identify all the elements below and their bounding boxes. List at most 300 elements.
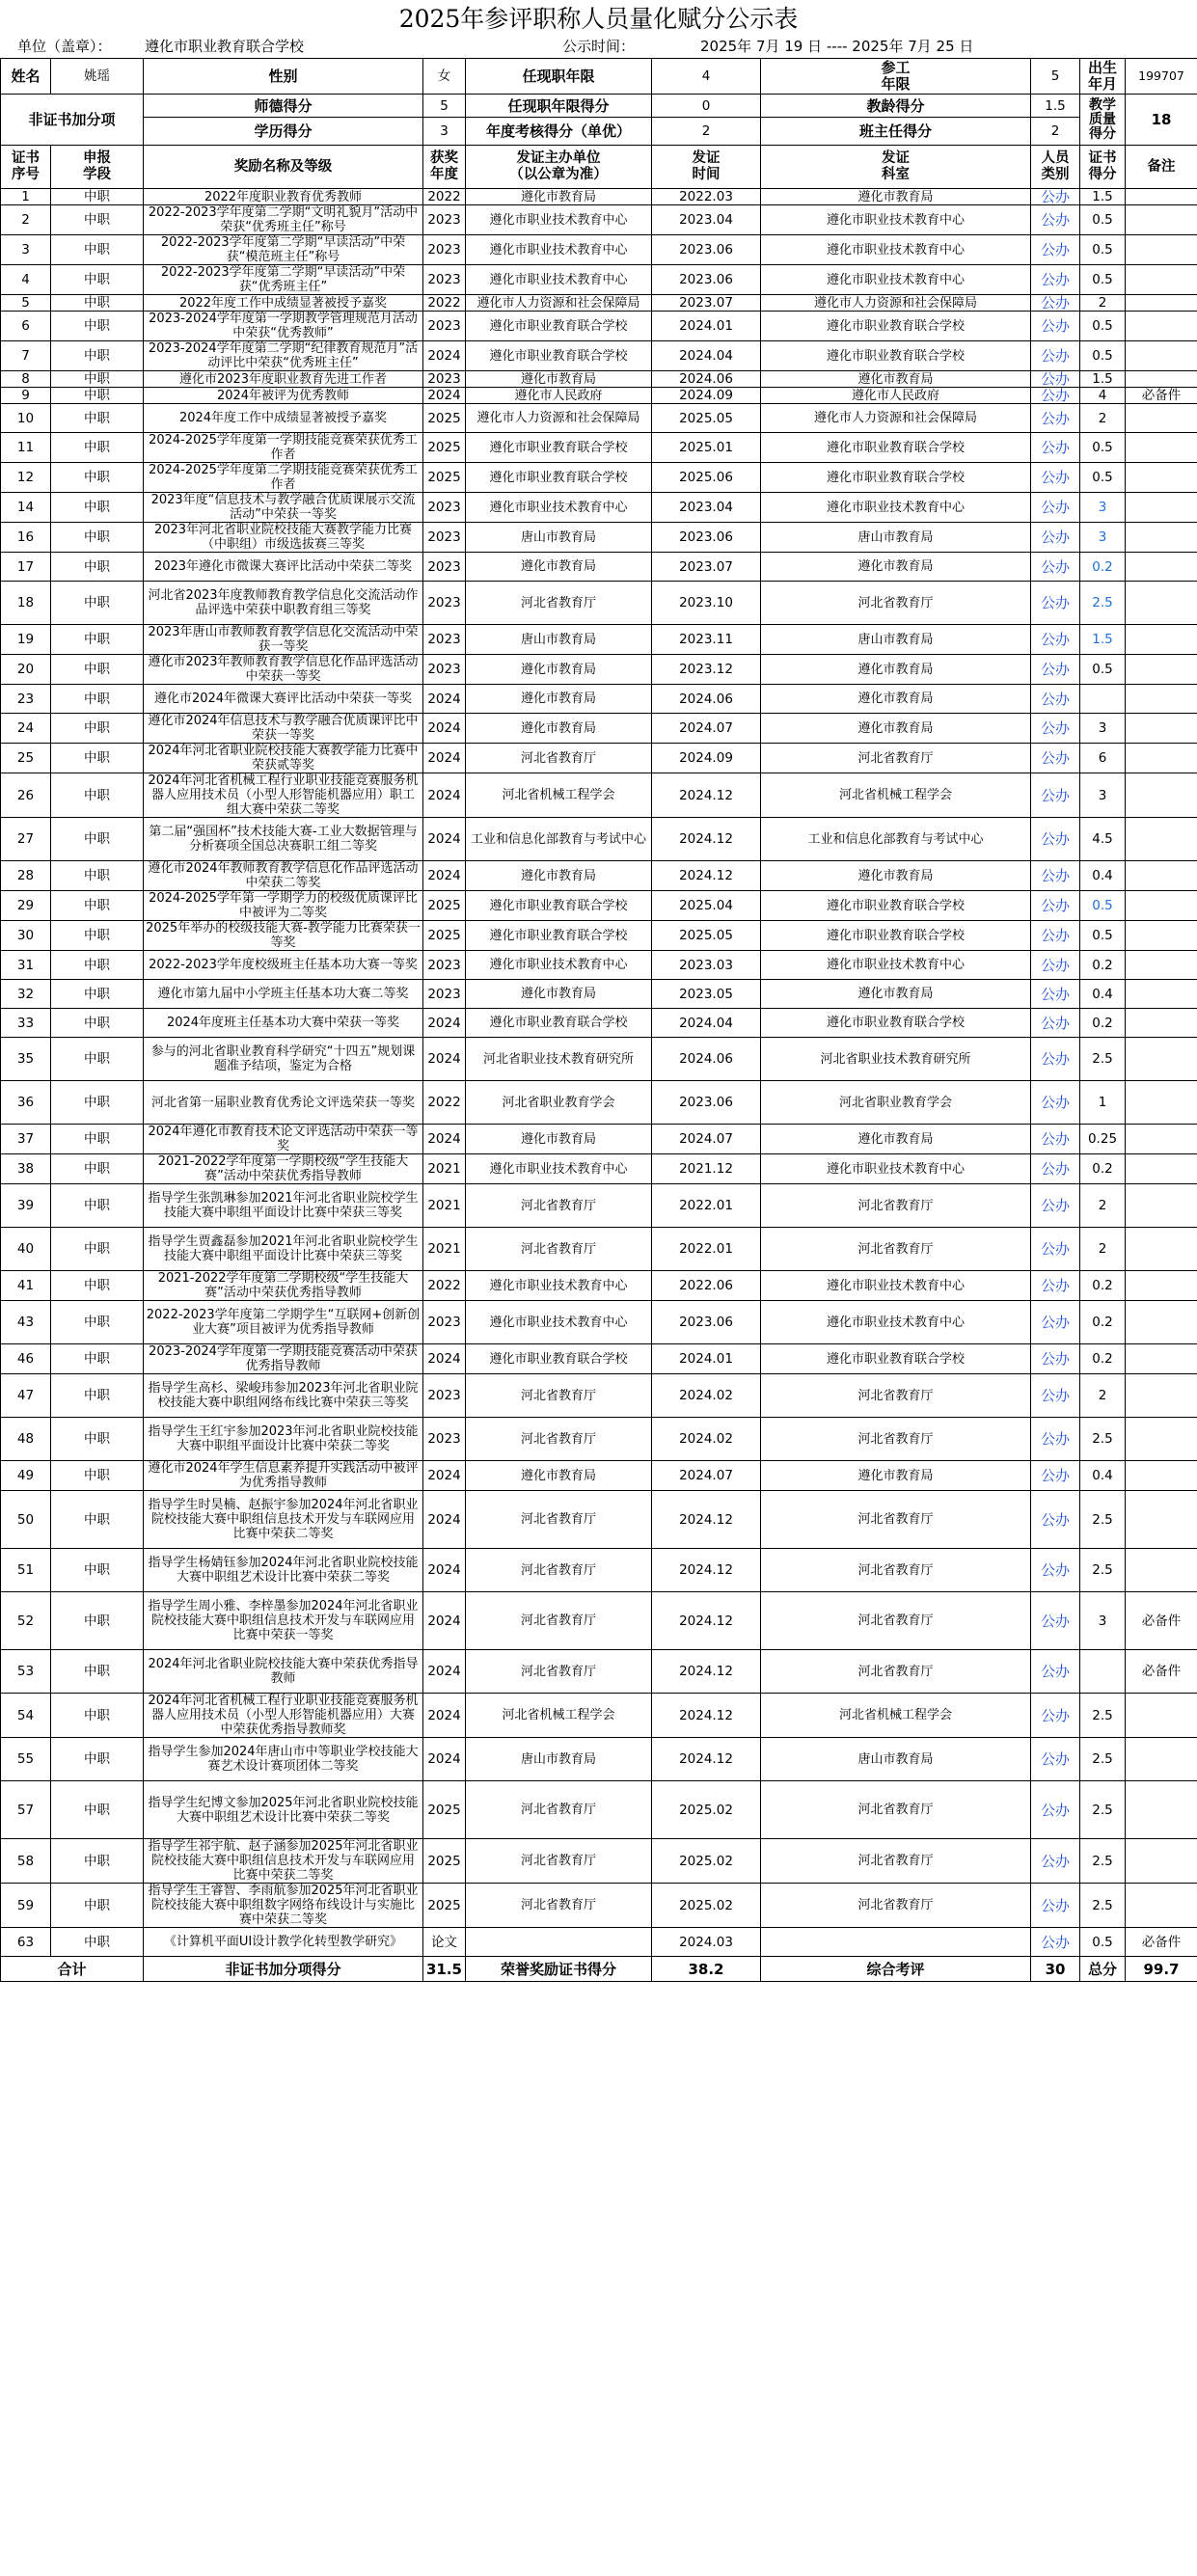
tenure-score-label: 任现职年限得分 bbox=[466, 95, 652, 118]
grand-total: 99.7 bbox=[1126, 1957, 1197, 1982]
office-cell: 遵化市职业教育联合学校 bbox=[761, 1009, 1031, 1038]
year-cell: 2023 bbox=[423, 1418, 466, 1461]
stage-cell: 中职 bbox=[51, 625, 144, 655]
year-cell: 2023 bbox=[423, 371, 466, 388]
note-cell bbox=[1126, 1125, 1197, 1154]
note-cell bbox=[1126, 685, 1197, 714]
award-name: 2024年河北省职业院校技能大赛中荣获优秀指导教师 bbox=[144, 1650, 423, 1694]
seq-cell: 36 bbox=[1, 1081, 51, 1125]
type-badge: 公办 bbox=[1031, 861, 1080, 891]
birth-label: 出生 年月 bbox=[1080, 59, 1126, 95]
award-name: 指导学生纪博文参加2025年河北省职业院校技能大赛中职组艺术设计比赛中荣获二等奖 bbox=[144, 1781, 423, 1839]
office-cell: 河北省教育厅 bbox=[761, 1839, 1031, 1884]
seq-cell: 53 bbox=[1, 1650, 51, 1694]
date-cell: 2023.03 bbox=[652, 951, 761, 980]
score-cell: 0.5 bbox=[1080, 265, 1126, 295]
table-row bbox=[1, 371, 1197, 388]
award-name: 2022-2023学年度第二学期“文明礼貌月”活动中荣获“优秀班主任”称号 bbox=[144, 205, 423, 235]
year-cell: 2025 bbox=[423, 433, 466, 463]
seq-cell: 3 bbox=[1, 235, 51, 265]
seq-cell: 51 bbox=[1, 1549, 51, 1592]
issuer-cell: 河北省机械工程学会 bbox=[466, 773, 652, 818]
office-cell: 河北省教育厅 bbox=[761, 1549, 1031, 1592]
header-stage: 申报 学段 bbox=[51, 146, 144, 189]
date-cell: 2023.06 bbox=[652, 265, 761, 295]
seq-cell: 54 bbox=[1, 1694, 51, 1738]
date-cell: 2023.06 bbox=[652, 235, 761, 265]
seq-cell: 18 bbox=[1, 582, 51, 625]
award-name: 2022年度工作中成绩显著被授予嘉奖 bbox=[144, 295, 423, 312]
honor-total-label: 荣誉奖励证书得分 bbox=[466, 1957, 652, 1982]
issuer-cell: 河北省教育厅 bbox=[466, 1418, 652, 1461]
name-label: 姓名 bbox=[1, 59, 51, 95]
edu-label: 学历得分 bbox=[144, 118, 423, 146]
note-cell bbox=[1126, 1184, 1197, 1228]
table-row bbox=[1, 1374, 1197, 1418]
stage-cell: 中职 bbox=[51, 265, 144, 295]
table-row bbox=[1, 1301, 1197, 1344]
seq-cell: 2 bbox=[1, 205, 51, 235]
year-cell: 2024 bbox=[423, 1125, 466, 1154]
header-issuer: 发证主办单位 （以公章为准） bbox=[466, 146, 652, 189]
issuer-cell: 遵化市教育局 bbox=[466, 1461, 652, 1491]
year-cell: 2024 bbox=[423, 744, 466, 773]
note-cell bbox=[1126, 891, 1197, 921]
award-name: 第二届“强国杯”技术技能大赛-工业大数据管理与分析赛项全国总决赛职工组二等奖 bbox=[144, 818, 423, 861]
seq-cell: 26 bbox=[1, 773, 51, 818]
date-cell: 2024.02 bbox=[652, 1418, 761, 1461]
date-cell: 2024.06 bbox=[652, 371, 761, 388]
year-cell: 2023 bbox=[423, 235, 466, 265]
type-badge: 公办 bbox=[1031, 1549, 1080, 1592]
stage-cell: 中职 bbox=[51, 341, 144, 371]
date-cell: 2024.09 bbox=[652, 388, 761, 404]
score-cell: 0.2 bbox=[1080, 1344, 1126, 1374]
issuer-cell: 唐山市教育局 bbox=[466, 625, 652, 655]
type-badge: 公办 bbox=[1031, 1344, 1080, 1374]
seq-cell: 35 bbox=[1, 1038, 51, 1081]
type-badge: 公办 bbox=[1031, 951, 1080, 980]
seq-cell: 37 bbox=[1, 1125, 51, 1154]
award-name: 遵化市2024年教师教育教学信息化作品评选活动中荣获二等奖 bbox=[144, 861, 423, 891]
stage-cell: 中职 bbox=[51, 655, 144, 685]
type-badge: 公办 bbox=[1031, 205, 1080, 235]
office-cell: 河北省机械工程学会 bbox=[761, 773, 1031, 818]
issuer-cell: 遵化市职业技术教育中心 bbox=[466, 205, 652, 235]
office-cell: 遵化市教育局 bbox=[761, 1461, 1031, 1491]
edu-value: 3 bbox=[423, 118, 466, 146]
seq-cell: 58 bbox=[1, 1839, 51, 1884]
office-cell: 遵化市职业技术教育中心 bbox=[761, 235, 1031, 265]
type-badge: 公办 bbox=[1031, 1009, 1080, 1038]
table-row bbox=[1, 388, 1197, 404]
table-row bbox=[1, 1081, 1197, 1125]
table-row bbox=[1, 1549, 1197, 1592]
year-cell: 2024 bbox=[423, 1461, 466, 1491]
note-cell bbox=[1126, 1009, 1197, 1038]
note-cell: 必备件 bbox=[1126, 1928, 1197, 1957]
note-cell bbox=[1126, 205, 1197, 235]
date-cell: 2023.05 bbox=[652, 980, 761, 1009]
office-cell: 河北省教育厅 bbox=[761, 1650, 1031, 1694]
note-cell bbox=[1126, 1839, 1197, 1884]
stage-cell: 中职 bbox=[51, 1344, 144, 1374]
table-row bbox=[1, 980, 1197, 1009]
type-badge: 公办 bbox=[1031, 1839, 1080, 1884]
year-cell: 2025 bbox=[423, 921, 466, 951]
table-row bbox=[1, 1738, 1197, 1781]
type-badge: 公办 bbox=[1031, 1301, 1080, 1344]
type-badge: 公办 bbox=[1031, 744, 1080, 773]
seq-cell: 59 bbox=[1, 1884, 51, 1928]
issuer-cell: 遵化市教育局 bbox=[466, 685, 652, 714]
seq-cell: 39 bbox=[1, 1184, 51, 1228]
type-badge: 公办 bbox=[1031, 1650, 1080, 1694]
tenure-value: 4 bbox=[652, 59, 761, 95]
year-cell: 2023 bbox=[423, 655, 466, 685]
award-name: 遵化市第九届中小学班主任基本功大赛二等奖 bbox=[144, 980, 423, 1009]
issuer-cell: 遵化市教育局 bbox=[466, 1125, 652, 1154]
seniority-value: 1.5 bbox=[1031, 95, 1080, 118]
note-cell bbox=[1126, 235, 1197, 265]
table-row bbox=[1, 463, 1197, 493]
issuer-cell: 遵化市职业技术教育中心 bbox=[466, 235, 652, 265]
seq-cell: 47 bbox=[1, 1374, 51, 1418]
seq-cell: 28 bbox=[1, 861, 51, 891]
notice-time-value: 2025年 7月 19 日 ---- 2025年 7月 25 日 bbox=[700, 38, 974, 55]
issuer-cell: 遵化市教育局 bbox=[466, 371, 652, 388]
score-cell: 0.2 bbox=[1080, 951, 1126, 980]
stage-cell: 中职 bbox=[51, 582, 144, 625]
office-cell: 遵化市教育局 bbox=[761, 714, 1031, 744]
work-years-label: 参工 年限 bbox=[761, 59, 1031, 95]
type-badge: 公办 bbox=[1031, 371, 1080, 388]
type-badge: 公办 bbox=[1031, 921, 1080, 951]
table-row bbox=[1, 341, 1197, 371]
award-name: 遵化市2023年教师教育教学信息化作品评选活动中荣获一等奖 bbox=[144, 655, 423, 685]
office-cell: 遵化市人力资源和社会保障局 bbox=[761, 295, 1031, 312]
date-cell: 2024.12 bbox=[652, 773, 761, 818]
date-cell: 2025.06 bbox=[652, 463, 761, 493]
award-name: 指导学生参加2024年唐山市中等职业学校技能大赛艺术设计赛项团体二等奖 bbox=[144, 1738, 423, 1781]
date-cell: 2023.06 bbox=[652, 1301, 761, 1344]
seq-cell: 50 bbox=[1, 1491, 51, 1549]
issuer-cell: 河北省教育厅 bbox=[466, 1184, 652, 1228]
note-cell bbox=[1126, 655, 1197, 685]
year-cell: 2024 bbox=[423, 1491, 466, 1549]
office-cell: 河北省教育厅 bbox=[761, 1228, 1031, 1271]
header-date: 发证 时间 bbox=[652, 146, 761, 189]
note-cell bbox=[1126, 1154, 1197, 1184]
info-row-name bbox=[1, 59, 1197, 95]
note-cell bbox=[1126, 861, 1197, 891]
stage-cell: 中职 bbox=[51, 1154, 144, 1184]
office-cell: 遵化市教育局 bbox=[761, 189, 1031, 205]
award-name: 河北省第一届职业教育优秀论文评选荣获一等奖 bbox=[144, 1081, 423, 1125]
info-row-edu bbox=[1, 118, 1197, 146]
stage-cell: 中职 bbox=[51, 744, 144, 773]
date-cell: 2024.06 bbox=[652, 685, 761, 714]
stage-cell: 中职 bbox=[51, 1125, 144, 1154]
year-cell: 2023 bbox=[423, 265, 466, 295]
seq-cell: 41 bbox=[1, 1271, 51, 1301]
score-cell: 2.5 bbox=[1080, 1491, 1126, 1549]
table-row bbox=[1, 744, 1197, 773]
office-cell: 遵化市职业教育联合学校 bbox=[761, 1344, 1031, 1374]
seq-cell: 48 bbox=[1, 1418, 51, 1461]
award-name: 2024年河北省机械工程行业职业技能竞赛服务机器人应用技术员（小型人形智能机器应用）职工组大赛中荣获二等奖 bbox=[144, 773, 423, 818]
seq-cell: 11 bbox=[1, 433, 51, 463]
date-cell: 2023.06 bbox=[652, 1081, 761, 1125]
table-row bbox=[1, 1418, 1197, 1461]
issuer-cell: 遵化市职业教育联合学校 bbox=[466, 891, 652, 921]
totals-row bbox=[1, 1957, 1197, 1982]
note-cell bbox=[1126, 625, 1197, 655]
seq-cell: 12 bbox=[1, 463, 51, 493]
overall-value: 30 bbox=[1031, 1957, 1080, 1982]
type-badge: 公办 bbox=[1031, 1271, 1080, 1301]
date-cell: 2023.07 bbox=[652, 553, 761, 582]
award-name: 指导学生高杉、梁峻玮参加2023年河北省职业院校技能大赛中职组网络布线比赛中荣获三等奖 bbox=[144, 1374, 423, 1418]
table-row bbox=[1, 818, 1197, 861]
seq-cell: 52 bbox=[1, 1592, 51, 1650]
note-cell bbox=[1126, 1549, 1197, 1592]
issuer-cell: 遵化市人民政府 bbox=[466, 388, 652, 404]
date-cell: 2023.07 bbox=[652, 295, 761, 312]
stage-cell: 中职 bbox=[51, 980, 144, 1009]
issuer-cell: 河北省教育厅 bbox=[466, 1491, 652, 1549]
header-award: 奖励名称及等级 bbox=[144, 146, 423, 189]
score-cell: 2.5 bbox=[1080, 1038, 1126, 1081]
type-badge: 公办 bbox=[1031, 891, 1080, 921]
issuer-cell: 河北省教育厅 bbox=[466, 1781, 652, 1839]
award-name: 指导学生贾鑫磊参加2021年河北省职业院校学生技能大赛中职组平面设计比赛中荣获三等奖 bbox=[144, 1228, 423, 1271]
year-cell: 2024 bbox=[423, 773, 466, 818]
score-cell: 0.5 bbox=[1080, 1928, 1126, 1957]
score-cell: 0.2 bbox=[1080, 1271, 1126, 1301]
seq-cell: 32 bbox=[1, 980, 51, 1009]
seq-cell: 16 bbox=[1, 523, 51, 553]
type-badge: 公办 bbox=[1031, 189, 1080, 205]
table-row bbox=[1, 404, 1197, 433]
unit-line bbox=[17, 35, 1194, 58]
year-cell: 2024 bbox=[423, 1694, 466, 1738]
seq-cell: 49 bbox=[1, 1461, 51, 1491]
seq-cell: 17 bbox=[1, 553, 51, 582]
type-badge: 公办 bbox=[1031, 655, 1080, 685]
year-cell: 2024 bbox=[423, 1592, 466, 1650]
issuer-cell: 遵化市教育局 bbox=[466, 861, 652, 891]
year-cell: 2025 bbox=[423, 1839, 466, 1884]
stage-cell: 中职 bbox=[51, 404, 144, 433]
score-cell: 0.4 bbox=[1080, 1461, 1126, 1491]
score-cell: 2.5 bbox=[1080, 582, 1126, 625]
column-header-row bbox=[1, 146, 1197, 189]
date-cell: 2024.02 bbox=[652, 1374, 761, 1418]
non-cert-total-label: 非证书加分项得分 bbox=[144, 1957, 423, 1982]
type-badge: 公办 bbox=[1031, 1184, 1080, 1228]
office-cell: 遵化市职业教育联合学校 bbox=[761, 341, 1031, 371]
award-name: 2024年度工作中成绩显著被授予嘉奖 bbox=[144, 404, 423, 433]
table-row bbox=[1, 1650, 1197, 1694]
office-cell: 河北省教育厅 bbox=[761, 1374, 1031, 1418]
note-cell bbox=[1126, 1418, 1197, 1461]
table-row bbox=[1, 1009, 1197, 1038]
award-name: 2024-2025学年第一学期学力的校级优质课评比中被评为二等奖 bbox=[144, 891, 423, 921]
score-cell: 2 bbox=[1080, 1228, 1126, 1271]
table-row bbox=[1, 625, 1197, 655]
issuer-cell: 河北省教育厅 bbox=[466, 582, 652, 625]
score-cell: 2 bbox=[1080, 404, 1126, 433]
note-cell bbox=[1126, 1301, 1197, 1344]
seq-cell: 29 bbox=[1, 891, 51, 921]
overall-label: 综合考评 bbox=[761, 1957, 1031, 1982]
year-cell: 2022 bbox=[423, 189, 466, 205]
type-badge: 公办 bbox=[1031, 295, 1080, 312]
quality-value: 18 bbox=[1126, 95, 1197, 146]
table-row bbox=[1, 295, 1197, 312]
type-badge: 公办 bbox=[1031, 1125, 1080, 1154]
table-row bbox=[1, 1928, 1197, 1957]
table-row bbox=[1, 523, 1197, 553]
head-teacher-value: 2 bbox=[1031, 118, 1080, 146]
note-cell bbox=[1126, 980, 1197, 1009]
stage-cell: 中职 bbox=[51, 861, 144, 891]
seq-cell: 55 bbox=[1, 1738, 51, 1781]
year-cell: 2023 bbox=[423, 493, 466, 523]
stage-cell: 中职 bbox=[51, 1271, 144, 1301]
date-cell: 2024.12 bbox=[652, 1738, 761, 1781]
stage-cell: 中职 bbox=[51, 523, 144, 553]
table-row bbox=[1, 1271, 1197, 1301]
office-cell bbox=[761, 1928, 1031, 1957]
score-cell: 0.5 bbox=[1080, 921, 1126, 951]
award-name: 2021-2022学年度第二学期校级“学生技能大赛”活动中荣获优秀指导教师 bbox=[144, 1271, 423, 1301]
date-cell: 2022.01 bbox=[652, 1184, 761, 1228]
stage-cell: 中职 bbox=[51, 1418, 144, 1461]
seq-cell: 7 bbox=[1, 341, 51, 371]
note-cell bbox=[1126, 1374, 1197, 1418]
seq-cell: 8 bbox=[1, 371, 51, 388]
note-cell bbox=[1126, 1271, 1197, 1301]
year-cell: 2024 bbox=[423, 1344, 466, 1374]
award-name: 《计算机平面UI设计教学化转型教学研究》 bbox=[144, 1928, 423, 1957]
stage-cell: 中职 bbox=[51, 921, 144, 951]
award-name: 指导学生王睿智、李雨航参加2025年河北省职业院校技能大赛中职组数字网络布线设计与实施比赛中荣获二等奖 bbox=[144, 1884, 423, 1928]
note-cell bbox=[1126, 1228, 1197, 1271]
stage-cell: 中职 bbox=[51, 1738, 144, 1781]
type-badge: 公办 bbox=[1031, 235, 1080, 265]
date-cell: 2021.12 bbox=[652, 1154, 761, 1184]
header-note: 备注 bbox=[1126, 146, 1197, 189]
issuer-cell: 遵化市教育局 bbox=[466, 980, 652, 1009]
date-cell: 2024.12 bbox=[652, 818, 761, 861]
award-name: 遵化市2023年度职业教育先进工作者 bbox=[144, 371, 423, 388]
type-badge: 公办 bbox=[1031, 773, 1080, 818]
office-cell: 工业和信息化部教育与考试中心 bbox=[761, 818, 1031, 861]
seq-cell: 4 bbox=[1, 265, 51, 295]
table-row bbox=[1, 1884, 1197, 1928]
type-badge: 公办 bbox=[1031, 1418, 1080, 1461]
year-cell: 2023 bbox=[423, 312, 466, 341]
office-cell: 遵化市职业技术教育中心 bbox=[761, 1154, 1031, 1184]
note-cell bbox=[1126, 493, 1197, 523]
score-cell: 3 bbox=[1080, 714, 1126, 744]
note-cell bbox=[1126, 1344, 1197, 1374]
office-cell: 河北省教育厅 bbox=[761, 1418, 1031, 1461]
issuer-cell: 遵化市人力资源和社会保障局 bbox=[466, 404, 652, 433]
year-cell: 2023 bbox=[423, 523, 466, 553]
score-cell: 2.5 bbox=[1080, 1549, 1126, 1592]
issuer-cell: 遵化市教育局 bbox=[466, 189, 652, 205]
issuer-cell: 河北省教育厅 bbox=[466, 744, 652, 773]
note-cell bbox=[1126, 1694, 1197, 1738]
stage-cell: 中职 bbox=[51, 235, 144, 265]
award-name: 2024-2025学年度第一学期技能竞赛荣获优秀工作者 bbox=[144, 433, 423, 463]
seq-cell: 9 bbox=[1, 388, 51, 404]
stage-cell: 中职 bbox=[51, 1491, 144, 1549]
tenure-label: 任现职年限 bbox=[466, 59, 652, 95]
table-row bbox=[1, 1125, 1197, 1154]
date-cell: 2024.12 bbox=[652, 1491, 761, 1549]
note-cell bbox=[1126, 1461, 1197, 1491]
office-cell: 遵化市职业技术教育中心 bbox=[761, 205, 1031, 235]
date-cell: 2023.11 bbox=[652, 625, 761, 655]
award-name: 指导学生杨婧钰参加2024年河北省职业院校技能大赛中职组艺术设计比赛中荣获二等奖 bbox=[144, 1549, 423, 1592]
issuer-cell: 河北省教育厅 bbox=[466, 1228, 652, 1271]
table-row bbox=[1, 861, 1197, 891]
office-cell: 遵化市职业教育联合学校 bbox=[761, 433, 1031, 463]
award-name: 遵化市2024年信息技术与教学融合优质课评比中荣获一等奖 bbox=[144, 714, 423, 744]
quality-label: 教学 质量 得分 bbox=[1080, 95, 1126, 146]
note-cell: 必备件 bbox=[1126, 1592, 1197, 1650]
office-cell: 遵化市职业技术教育中心 bbox=[761, 1301, 1031, 1344]
score-cell: 4.5 bbox=[1080, 818, 1126, 861]
year-cell: 2022 bbox=[423, 1271, 466, 1301]
note-cell bbox=[1126, 1738, 1197, 1781]
score-cell: 2.5 bbox=[1080, 1839, 1126, 1884]
note-cell: 必备件 bbox=[1126, 388, 1197, 404]
type-badge: 公办 bbox=[1031, 714, 1080, 744]
header-score: 证书 得分 bbox=[1080, 146, 1126, 189]
award-name: 指导学生时昊楠、赵振宇参加2024年河北省职业院校技能大赛中职组信息技术开发与车联网应用比赛中荣获二等奖 bbox=[144, 1491, 423, 1549]
ethics-label: 师德得分 bbox=[144, 95, 423, 118]
office-cell: 河北省职业教育学会 bbox=[761, 1081, 1031, 1125]
stage-cell: 中职 bbox=[51, 1781, 144, 1839]
score-cell: 3 bbox=[1080, 523, 1126, 553]
date-cell: 2024.07 bbox=[652, 1461, 761, 1491]
office-cell: 河北省职业技术教育研究所 bbox=[761, 1038, 1031, 1081]
stage-cell: 中职 bbox=[51, 1009, 144, 1038]
stage-cell: 中职 bbox=[51, 685, 144, 714]
year-cell: 2024 bbox=[423, 714, 466, 744]
year-cell: 2023 bbox=[423, 1374, 466, 1418]
date-cell: 2024.04 bbox=[652, 341, 761, 371]
seq-cell: 33 bbox=[1, 1009, 51, 1038]
stage-cell: 中职 bbox=[51, 1461, 144, 1491]
score-cell: 3 bbox=[1080, 1592, 1126, 1650]
date-cell: 2025.05 bbox=[652, 921, 761, 951]
office-cell: 遵化市职业技术教育中心 bbox=[761, 951, 1031, 980]
award-name: 2022-2023学年度第二学期学生“互联网+创新创业大赛”项目被评为优秀指导教师 bbox=[144, 1301, 423, 1344]
year-cell: 2025 bbox=[423, 891, 466, 921]
table-row bbox=[1, 1038, 1197, 1081]
table-row bbox=[1, 205, 1197, 235]
score-cell: 4 bbox=[1080, 388, 1126, 404]
score-cell: 2 bbox=[1080, 1184, 1126, 1228]
issuer-cell: 河北省教育厅 bbox=[466, 1839, 652, 1884]
year-cell: 2023 bbox=[423, 205, 466, 235]
